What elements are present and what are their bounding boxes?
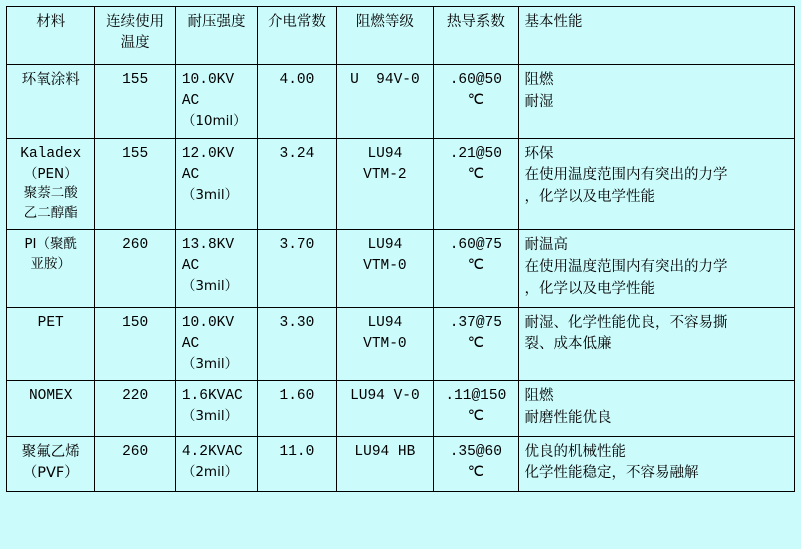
cell-dielectric-constant: 3.24 [258, 138, 336, 230]
cell-basic-properties: 阻燃 耐湿 [518, 65, 794, 139]
cell-dielectric-constant: 3.30 [258, 307, 336, 381]
cell-temperature: 155 [95, 65, 175, 139]
cell-thermal-conductivity: .60@75 ℃ [434, 230, 518, 307]
cell-flame-rating: LU94 VTM-0 [336, 307, 433, 381]
cell-temperature: 150 [95, 307, 175, 381]
header-cell-thermal-conductivity: 热导系数 [434, 7, 518, 65]
table-row [7, 138, 795, 230]
cell-dielectric-strength: 10.0KV AC （3mil） [175, 307, 257, 381]
header-cell-flame-rating: 阻燃等级 [336, 7, 433, 65]
header-cell-basic-properties: 基本性能 [518, 7, 794, 65]
cell-thermal-conductivity: .21@50 ℃ [434, 138, 518, 230]
header-cell-temperature: 连续使用温度 [95, 7, 175, 65]
cell-basic-properties: 阻燃 耐磨性能优良 [518, 381, 794, 437]
cell-temperature: 155 [95, 138, 175, 230]
cell-temperature: 260 [95, 230, 175, 307]
table-row [7, 381, 795, 437]
table-header-row [7, 7, 795, 65]
table-row [7, 230, 795, 307]
header-cell-dielectric-constant: 介电常数 [258, 7, 336, 65]
cell-material: PI（聚酰 亚胺） [7, 230, 95, 307]
cell-basic-properties: 环保 在使用温度范围内有突出的力学 ，化学以及电学性能 [518, 138, 794, 230]
cell-flame-rating: LU94 VTM-0 [336, 230, 433, 307]
cell-temperature: 220 [95, 381, 175, 437]
cell-flame-rating: LU94 VTM-2 [336, 138, 433, 230]
cell-dielectric-strength: 4.2KVAC （2mil） [175, 436, 257, 492]
cell-dielectric-constant: 3.70 [258, 230, 336, 307]
cell-temperature: 260 [95, 436, 175, 492]
cell-material: PET [7, 307, 95, 381]
cell-basic-properties: 耐湿、化学性能优良，不容易撕 裂、成本低廉 [518, 307, 794, 381]
cell-flame-rating: U 94V-0 [336, 65, 433, 139]
cell-thermal-conductivity: .60@50 ℃ [434, 65, 518, 139]
cell-dielectric-strength: 10.0KV AC （10mil） [175, 65, 257, 139]
cell-thermal-conductivity: .11@150 ℃ [434, 381, 518, 437]
materials-table [6, 6, 795, 492]
cell-dielectric-constant: 11.0 [258, 436, 336, 492]
cell-material: 聚氟乙烯 （PVF） [7, 436, 95, 492]
cell-material: 环氧涂料 [7, 65, 95, 139]
table-row [7, 307, 795, 381]
cell-flame-rating: LU94 HB [336, 436, 433, 492]
cell-material: NOMEX [7, 381, 95, 437]
cell-basic-properties: 耐温高 在使用温度范围内有突出的力学 ，化学以及电学性能 [518, 230, 794, 307]
cell-dielectric-constant: 4.00 [258, 65, 336, 139]
cell-dielectric-strength: 13.8KV AC （3mil） [175, 230, 257, 307]
header-cell-material: 材料 [7, 7, 95, 65]
table-row [7, 65, 795, 139]
cell-flame-rating: LU94 V-0 [336, 381, 433, 437]
cell-dielectric-strength: 12.0KV AC （3mil） [175, 138, 257, 230]
cell-dielectric-strength: 1.6KVAC （3mil） [175, 381, 257, 437]
cell-material: Kaladex （PEN） 聚萘二酸 乙二醇酯 [7, 138, 95, 230]
cell-basic-properties: 优良的机械性能 化学性能稳定，不容易融解 [518, 436, 794, 492]
cell-dielectric-constant: 1.60 [258, 381, 336, 437]
table-row [7, 436, 795, 492]
header-cell-dielectric-strength: 耐压强度 [175, 7, 257, 65]
cell-thermal-conductivity: .37@75 ℃ [434, 307, 518, 381]
cell-thermal-conductivity: .35@60 ℃ [434, 436, 518, 492]
